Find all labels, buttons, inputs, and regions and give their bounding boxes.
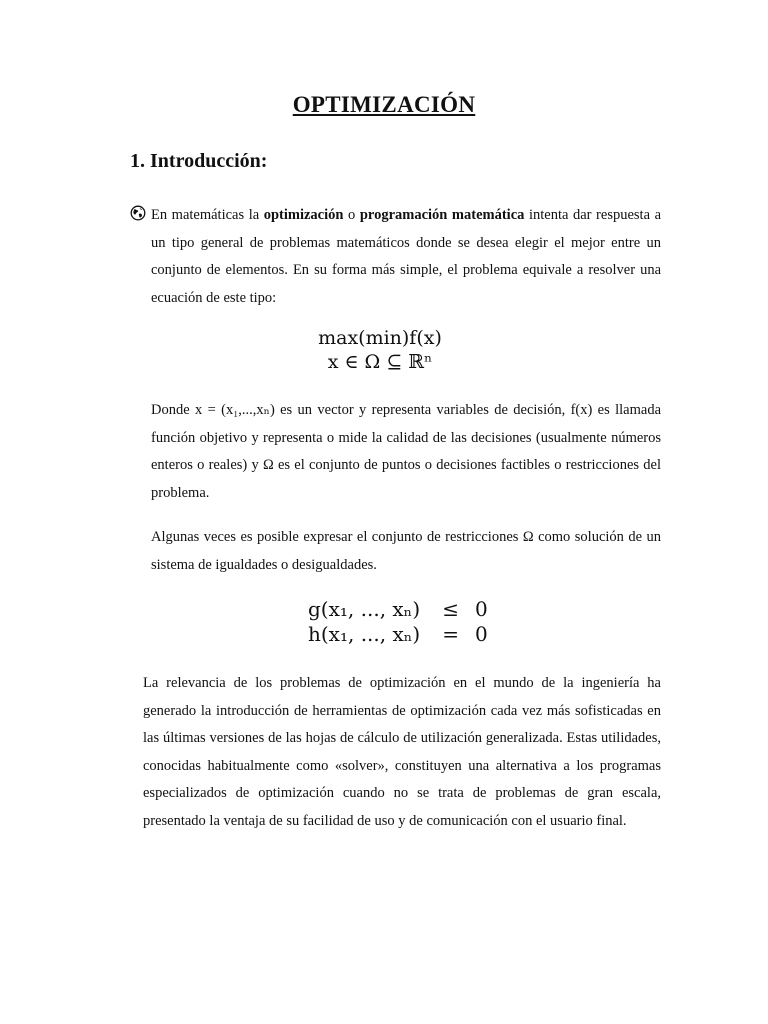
globe-icon <box>130 205 146 221</box>
equation-objective: max(min)f(x) <box>318 327 442 349</box>
inequality-operator: ≤ <box>442 597 459 621</box>
inequality-lhs: g(x₁, ..., xₙ) <box>308 597 421 621</box>
equality-lhs: h(x₁, ..., xₙ) <box>308 622 421 646</box>
inequality-rhs: 0 <box>474 597 488 621</box>
intro-text-2: o <box>343 207 360 223</box>
page-title: OPTIMIZACIÓN <box>292 92 476 117</box>
relevance-paragraph: La relevancia de los problemas de optimización en el mundo de la ingeniería ha generado la introducción de herramientas de optimización cada vez más sofisticadas en las últimas versiones de las hojas de cálculo de utilización generalizada. Estas utilidades, conocidas habitualmente como «solver», constituyen una alternativa a los programas especializados de optimización cuando no se trata de problemas de gran escala, presentado la ventaja de su facilidad de uso y de comunicación con el usuario final. <box>143 675 661 829</box>
equality-operator: = <box>442 622 459 646</box>
inequality-row <box>308 597 494 622</box>
term-optimizacion: optimización <box>263 207 344 223</box>
constraints-equation <box>308 597 494 647</box>
optimization-equation <box>300 326 460 374</box>
intro-text-3: intenta dar respuesta a un tipo general de problemas matemáticos donde se desea elegir el mejor entre un conjunto de elementos. En su forma más simple, el problema equivale a resolver una ecuación de este tipo: <box>151 207 662 306</box>
constraints-paragraph: Algunas veces es posible expresar el conjunto de restricciones Ω como solución de un sistema de igualdades o desigualdades. <box>151 529 661 573</box>
equality-rhs: 0 <box>474 622 488 646</box>
term-programacion-matematica: programación matemática <box>359 207 525 223</box>
intro-paragraph <box>151 202 661 312</box>
equality-row <box>308 622 494 647</box>
intro-text-1: En matemáticas la <box>151 207 264 223</box>
equation-domain: x ∈ Ω ⊆ ℝⁿ <box>327 351 433 373</box>
definition-paragraph: Donde x = (x₁,...,xₙ) es un vector y representa variables de decisión, f(x) es llamada función objetivo y representa o mide la calidad de las decisiones (usualmente números enteros o reales) y Ω es el conjunto de puntos o decisiones factibles o restricciones del problema. <box>151 402 661 501</box>
section-heading: 1. Introducción: <box>130 150 268 172</box>
